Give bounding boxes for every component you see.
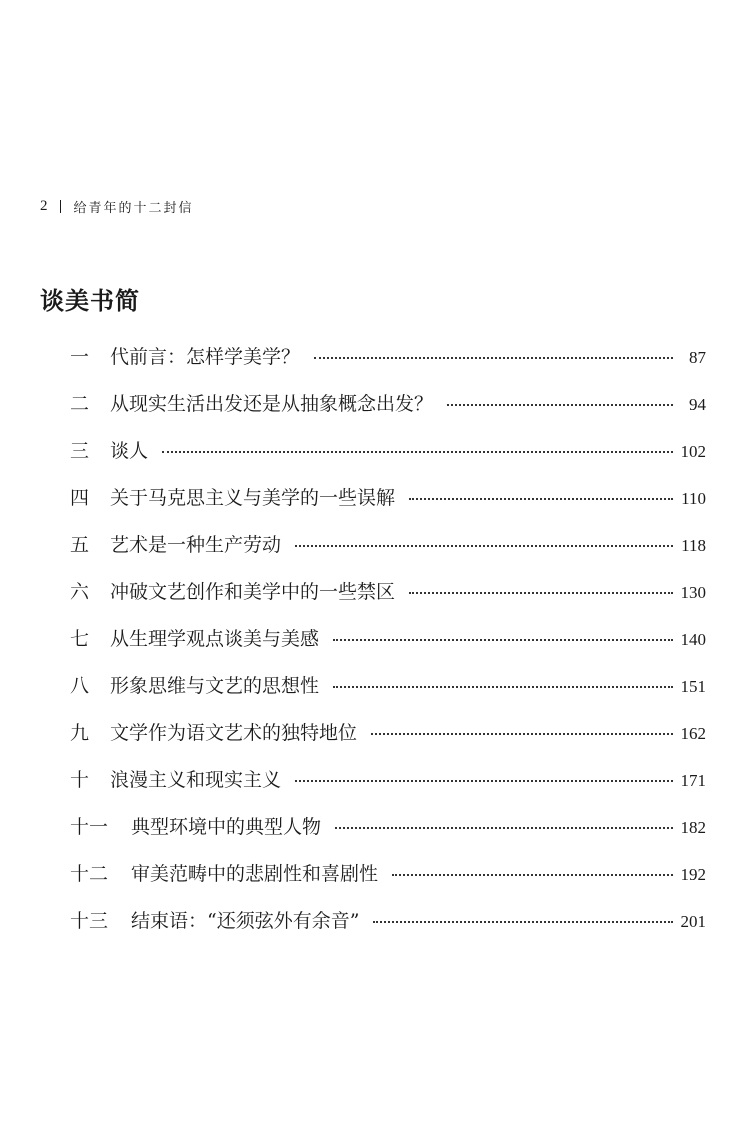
toc-entry-title: 谈人 xyxy=(110,440,149,462)
toc-entry[interactable] xyxy=(70,389,706,436)
toc-entry-title: 典型环境中的典型人物 xyxy=(131,816,322,838)
toc-entry[interactable] xyxy=(70,530,706,577)
toc-entry-title: 关于马克思主义与美学的一些误解 xyxy=(110,487,396,509)
toc-entry-page: 182 xyxy=(680,818,706,837)
dot-leader xyxy=(409,590,673,594)
toc-entry[interactable] xyxy=(70,577,706,624)
toc-entry-number: 一 xyxy=(70,346,90,368)
header-divider xyxy=(60,200,61,213)
toc-entry[interactable] xyxy=(70,906,706,953)
toc-entry[interactable] xyxy=(70,812,706,859)
dot-leader xyxy=(409,496,673,500)
toc-entry[interactable] xyxy=(70,342,706,389)
toc-entry-page: 94 xyxy=(689,395,706,414)
toc-entry-title: 审美范畴中的悲剧性和喜剧性 xyxy=(131,863,379,885)
toc-entry[interactable] xyxy=(70,671,706,718)
toc-entry-number: 六 xyxy=(70,581,90,603)
toc-entry-number: 四 xyxy=(70,487,90,509)
toc-entry-page: 87 xyxy=(689,348,706,367)
toc-entry-page: 192 xyxy=(680,865,706,884)
toc-entry-number: 五 xyxy=(70,534,90,556)
dot-leader xyxy=(333,637,673,641)
dot-leader xyxy=(335,825,673,829)
toc-entry-title: 浪漫主义和现实主义 xyxy=(110,769,282,791)
toc-entry-number: 十二 xyxy=(70,863,109,885)
toc-entry-title: 文学作为语文艺术的独特地位 xyxy=(110,722,358,744)
toc-entry-title: 艺术是一种生产劳动 xyxy=(110,534,282,556)
toc-entry-title: 从生理学观点谈美与美感 xyxy=(110,628,320,650)
toc-entry[interactable] xyxy=(70,624,706,671)
toc-entry-page: 151 xyxy=(680,677,706,696)
toc-entry-page: 130 xyxy=(680,583,706,602)
dot-leader xyxy=(295,778,673,782)
toc-entry[interactable] xyxy=(70,718,706,765)
dot-leader xyxy=(373,919,673,923)
toc-entry-title: 代前言：怎样学美学？ xyxy=(110,346,301,368)
dot-leader xyxy=(314,355,673,359)
dot-leader xyxy=(392,872,673,876)
toc-entry-number: 三 xyxy=(70,440,90,462)
table-of-contents xyxy=(70,342,706,953)
dot-leader xyxy=(295,543,673,547)
toc-entry-title: 冲破文艺创作和美学中的一些禁区 xyxy=(110,581,396,603)
dot-leader xyxy=(447,402,673,406)
dot-leader xyxy=(333,684,673,688)
toc-entry-page: 171 xyxy=(680,771,706,790)
toc-entry-number: 七 xyxy=(70,628,90,650)
toc-entry-page: 162 xyxy=(680,724,706,743)
section-title: 谈美书简 xyxy=(40,286,140,315)
toc-entry[interactable] xyxy=(70,859,706,906)
dot-leader xyxy=(162,449,673,453)
toc-entry[interactable] xyxy=(70,765,706,812)
toc-entry-page: 140 xyxy=(680,630,706,649)
toc-entry-page: 110 xyxy=(681,489,706,508)
toc-entry-title: 形象思维与文艺的思想性 xyxy=(110,675,320,697)
toc-entry-number: 十一 xyxy=(70,816,109,838)
toc-entry[interactable] xyxy=(70,436,706,483)
toc-entry-title: 结束语：“还须弦外有余音” xyxy=(131,910,360,932)
toc-entry-number: 二 xyxy=(70,393,90,415)
toc-entry-number: 八 xyxy=(70,675,90,697)
toc-entry-page: 201 xyxy=(680,912,706,931)
toc-entry[interactable] xyxy=(70,483,706,530)
page-number: 2 xyxy=(40,198,48,214)
dot-leader xyxy=(371,731,673,735)
toc-entry-page: 102 xyxy=(680,442,706,461)
toc-entry-number: 十 xyxy=(70,769,90,791)
toc-entry-number: 九 xyxy=(70,722,90,744)
toc-entry-number: 十三 xyxy=(70,910,109,932)
running-head xyxy=(40,197,194,216)
book-title: 给青年的十二封信 xyxy=(73,201,194,216)
toc-entry-page: 118 xyxy=(681,536,706,555)
toc-entry-title: 从现实生活出发还是从抽象概念出发？ xyxy=(110,393,434,415)
